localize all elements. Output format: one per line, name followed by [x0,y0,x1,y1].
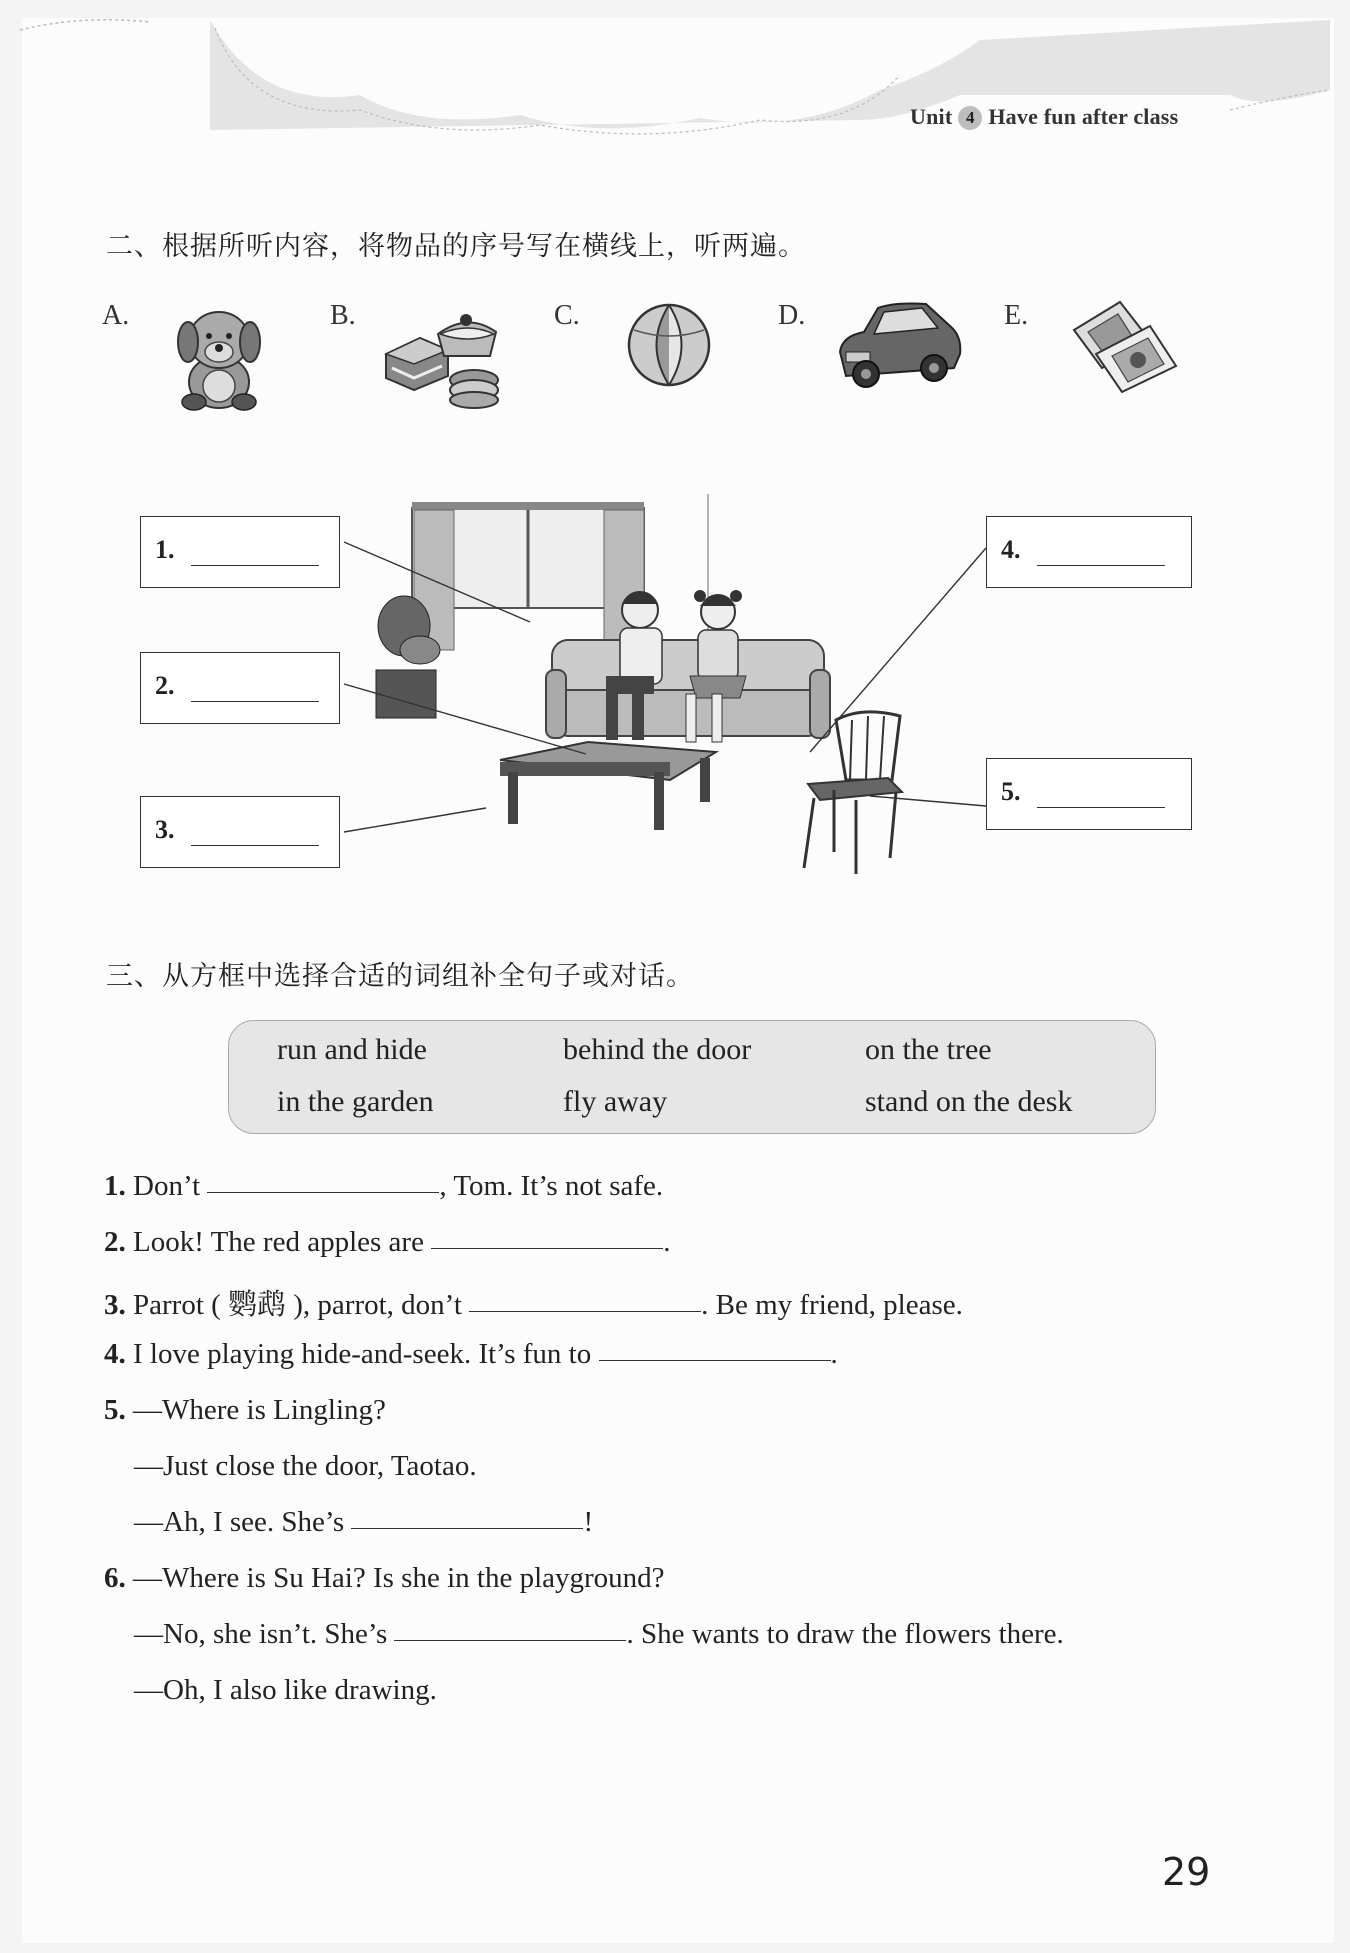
question-6-line-3: —Oh, I also like drawing. [134,1674,437,1706]
question-number: 2. [104,1226,126,1258]
label-number: 4. [1001,535,1021,564]
question-4: 4. I love playing hide-and-seek. It’s fun to . [104,1338,838,1370]
answer-blank[interactable] [191,701,319,702]
answer-blank[interactable] [191,845,319,846]
page-number: 29 [1162,1850,1211,1894]
word-bank-item: fly away [563,1085,668,1118]
label-box-3 [140,796,340,868]
toy-car-icon [834,296,964,390]
question-number: 6. [104,1562,126,1594]
word-bank-item: run and hide [277,1033,427,1066]
option-e-letter: E. [1004,300,1029,331]
answer-blank[interactable] [1037,565,1165,566]
option-d-letter: D. [778,300,806,331]
answer-blank[interactable] [207,1191,439,1193]
section-3-title: 三、从方框中选择合适的词组补全句子或对话。 [106,961,694,992]
unit-label: Unit [910,104,953,129]
question-1: 1. Don’t , Tom. It’s not safe. [104,1170,664,1202]
unit-title: Have fun after class [988,104,1179,129]
question-number: 1. [104,1170,126,1202]
section-2-title: 二、根据所听内容，将物品的序号写在横线上，听两遍。 [106,231,806,262]
answer-blank[interactable] [394,1639,626,1641]
comic-books-icon [1068,298,1180,394]
answer-blank[interactable] [469,1310,701,1312]
label-number: 2. [155,671,175,700]
question-number: 3. [104,1289,126,1321]
question-2: 2. Look! The red apples are . [104,1226,671,1258]
question-number: 5. [104,1394,126,1426]
question-3: 3. Parrot ( 鹦鹉 ), parrot, don’t . Be my friend, please. [104,1289,963,1321]
word-bank-item: in the garden [277,1085,434,1118]
answer-blank[interactable] [599,1359,831,1361]
label-number: 1. [155,535,175,564]
word-bank-box [228,1020,1156,1134]
question-number: 4. [104,1338,126,1370]
question-6: 6. —Where is Su Hai? Is she in the playground? [104,1562,665,1594]
label-box-4 [986,516,1192,588]
answer-blank[interactable] [431,1247,663,1249]
answer-blank[interactable] [351,1527,583,1529]
label-box-2 [140,652,340,724]
option-b-letter: B. [330,300,356,331]
cakes-icon [378,304,502,408]
label-number: 3. [155,815,175,844]
question-5: 5. —Where is Lingling? [104,1394,386,1426]
unit-number-badge: 4 [958,106,982,130]
option-c-letter: C. [554,300,580,331]
unit-header [910,104,1178,130]
label-box-1 [140,516,340,588]
answer-blank[interactable] [191,565,319,566]
ball-icon [624,300,714,390]
teddy-bear-icon [164,300,274,412]
word-bank-item: on the tree [865,1033,992,1066]
question-6-line-2: —No, she isn’t. She’s . She wants to draw the flowers there. [134,1618,1064,1650]
label-box-5 [986,758,1192,830]
answer-blank[interactable] [1037,807,1165,808]
word-bank-item: behind the door [563,1033,752,1066]
question-5-line-2: —Just close the door, Taotao. [134,1450,477,1482]
question-5-line-3: —Ah, I see. She’s ! [134,1506,594,1538]
word-bank-item: stand on the desk [865,1085,1073,1118]
option-a-letter: A. [102,300,130,331]
label-number: 5. [1001,777,1021,806]
